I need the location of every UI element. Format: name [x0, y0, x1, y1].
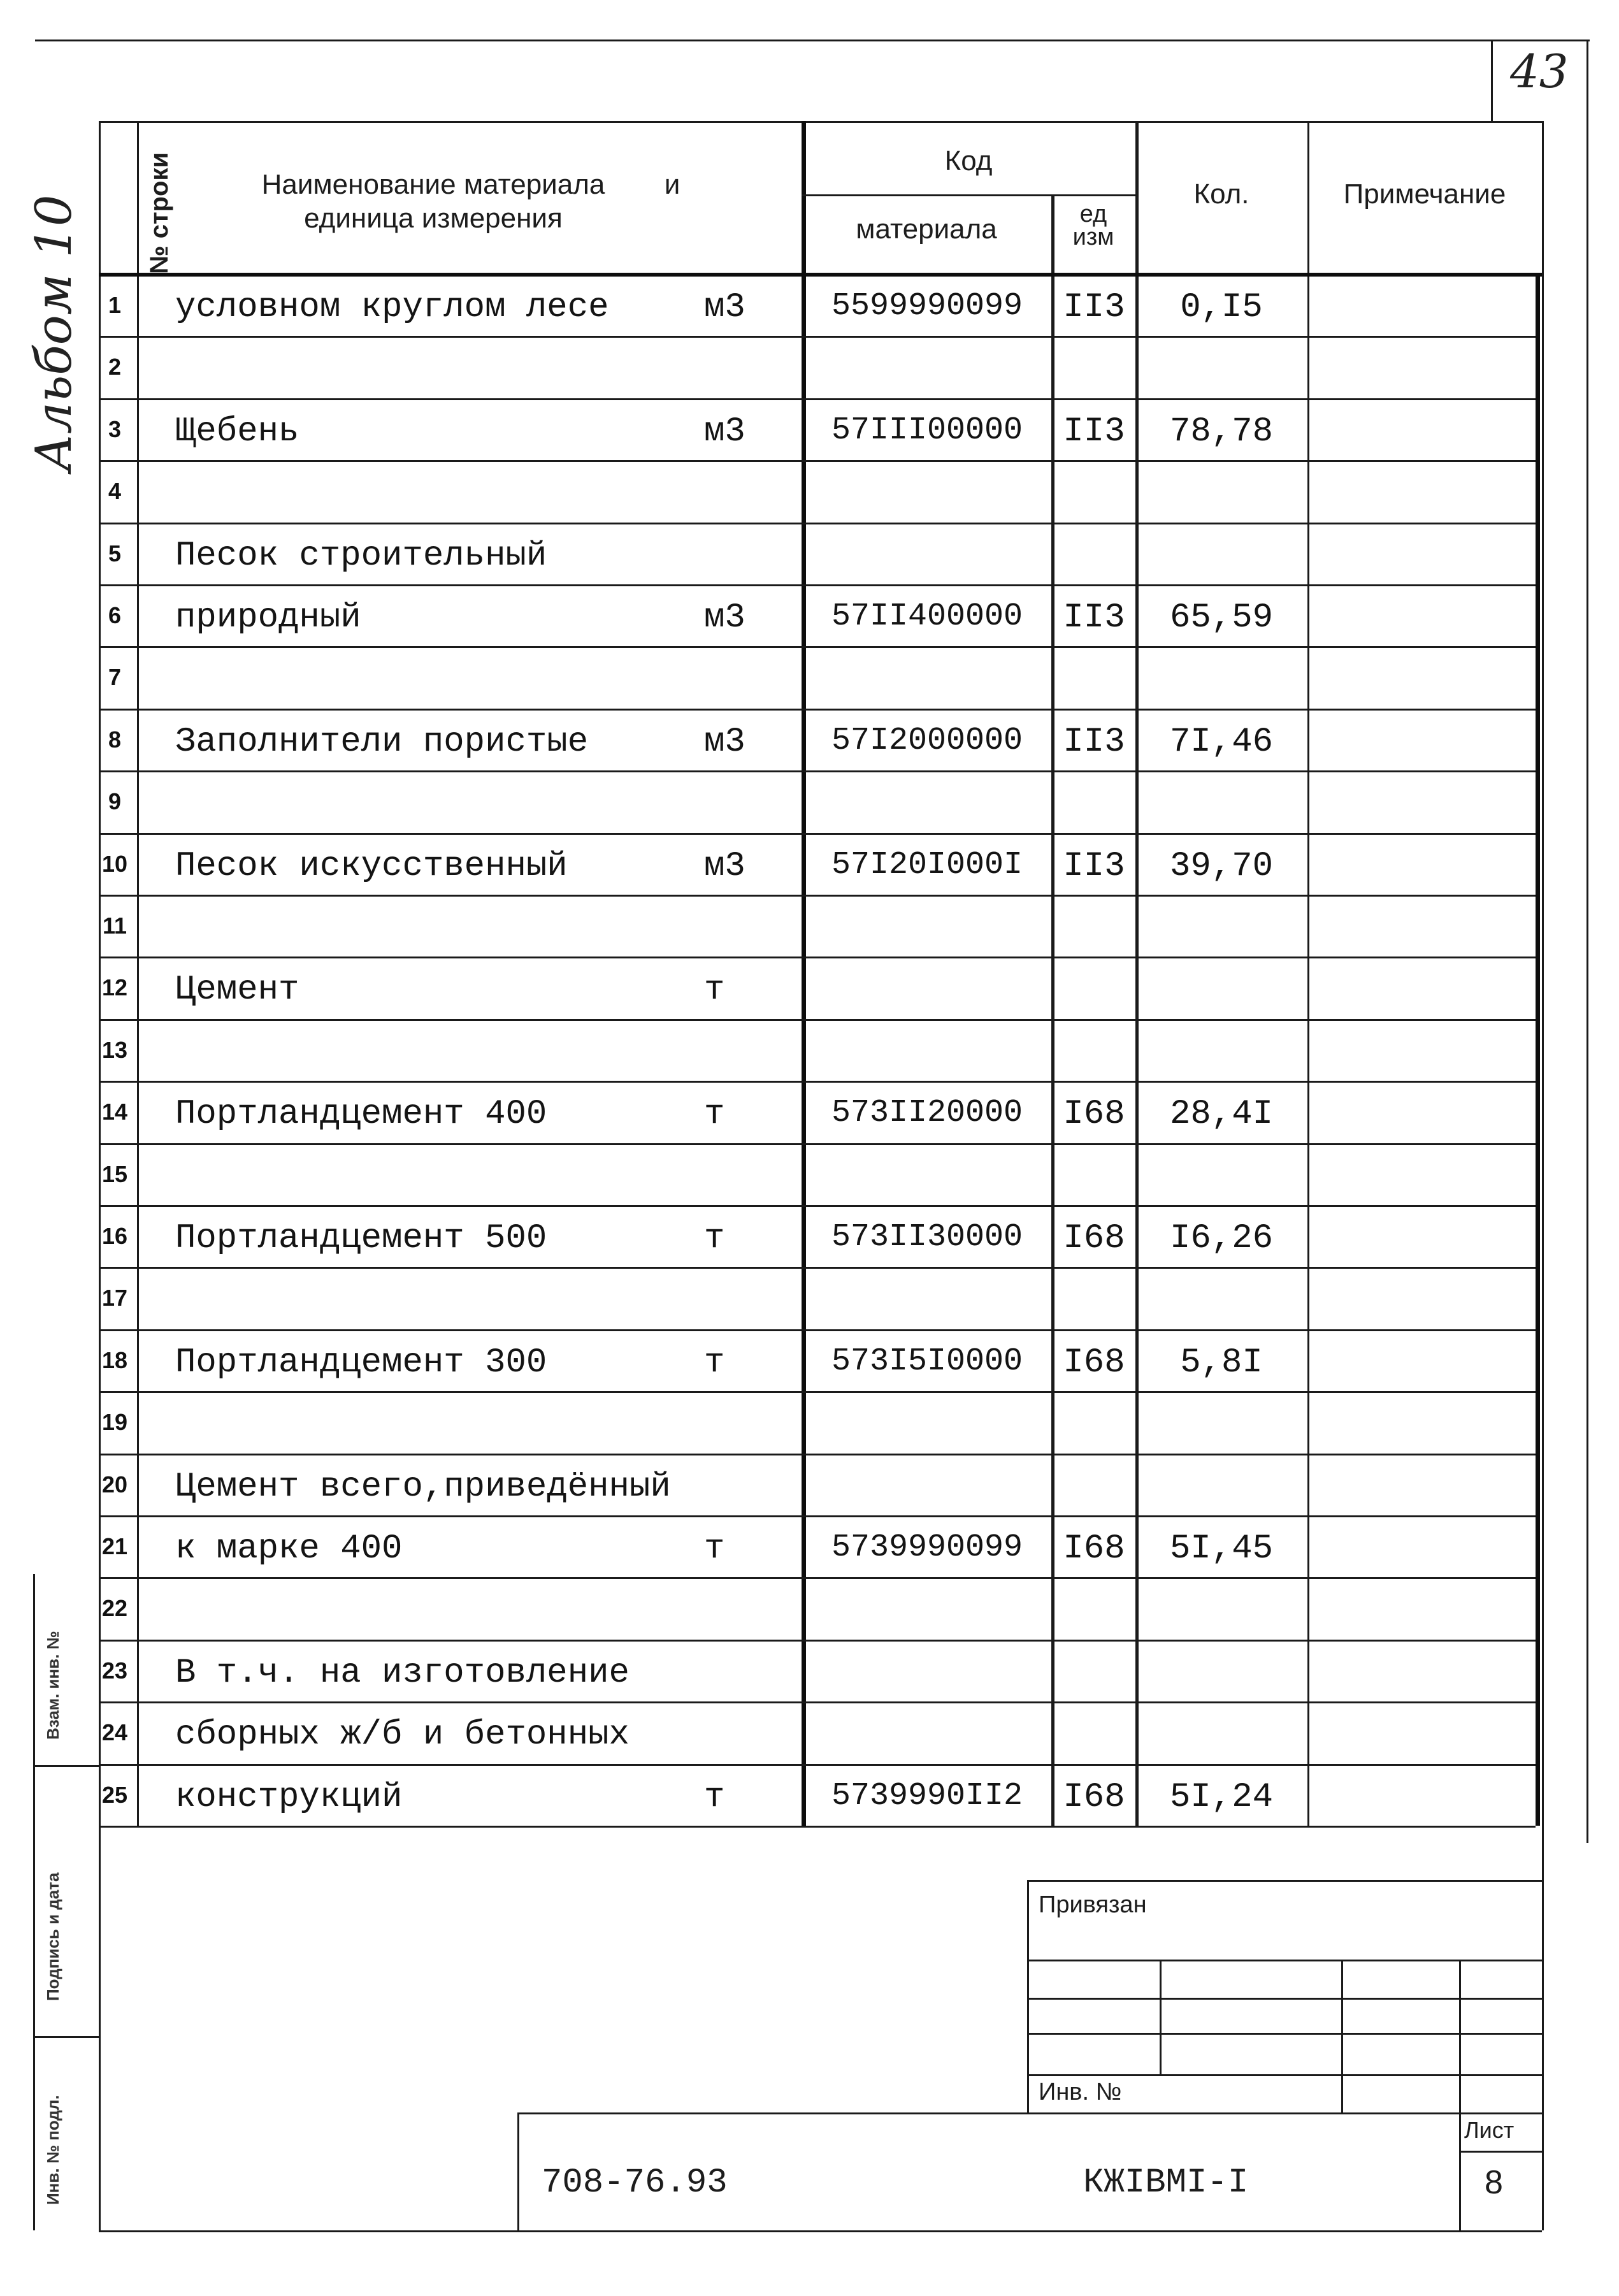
table-top — [99, 121, 1542, 123]
material-code: 57II400000 — [831, 598, 1023, 635]
col-sep-code — [802, 121, 806, 1826]
quantity: 7I,46 — [1169, 722, 1274, 762]
quantity: 0,I5 — [1180, 288, 1263, 327]
material-name: сборных ж/б и бетонных — [175, 1715, 630, 1755]
unit: т — [704, 971, 725, 1010]
row-line — [99, 523, 1536, 524]
col-sep-rownum — [137, 121, 139, 1826]
row-number: 12 — [101, 974, 128, 1001]
unit: т — [704, 1095, 725, 1134]
material-code: 57I2000000 — [831, 722, 1023, 759]
side-inv-replace: Взам. инв. № — [43, 1631, 62, 1740]
doc-code: КЖIВМI-I — [1083, 2163, 1249, 2202]
unit-code: II3 — [1063, 412, 1125, 451]
row-line — [99, 1329, 1536, 1331]
quantity: 5,8I — [1180, 1343, 1263, 1382]
row-line — [99, 1515, 1536, 1517]
row-number: 14 — [101, 1099, 128, 1125]
row-number: 6 — [108, 602, 122, 628]
unit: м3 — [704, 412, 745, 451]
code-header: Код — [944, 145, 993, 177]
quantity: 65,59 — [1169, 598, 1274, 637]
material-name: к марке 400 — [175, 1529, 403, 1568]
row-line — [99, 398, 1536, 400]
material-name: Щебень — [175, 412, 299, 451]
row-line — [99, 1701, 1536, 1703]
quantity: 5I,45 — [1169, 1529, 1274, 1568]
qty-header: Кол. — [1193, 178, 1249, 210]
col-sep-end — [1536, 274, 1540, 1826]
row-number: 24 — [101, 1719, 128, 1746]
stamp-line-2 — [1027, 1998, 1542, 2000]
code-unit-header-1: ед — [1079, 201, 1107, 227]
stamp-col-1 — [1160, 1960, 1162, 2074]
quantity: 5I,24 — [1169, 1777, 1274, 1817]
material-name: природный — [175, 598, 361, 637]
name-header-and: и — [664, 169, 680, 200]
code-unit-header — [1051, 203, 1135, 249]
row-line — [99, 1267, 1536, 1269]
unit: м3 — [704, 288, 745, 327]
material-code: 573II20000 — [831, 1095, 1023, 1132]
unit-code: I68 — [1063, 1095, 1125, 1134]
doc-number: 708-76.93 — [542, 2163, 728, 2202]
stamp-line-4 — [1027, 2074, 1542, 2076]
stamp-top — [1027, 1880, 1542, 1882]
unit-code: II3 — [1063, 846, 1125, 886]
row-number: 4 — [108, 478, 122, 505]
name-header-2: единица измерения — [304, 203, 563, 234]
sheet-box-right — [1587, 40, 1588, 122]
row-line — [99, 833, 1536, 835]
row-number: 23 — [101, 1657, 128, 1684]
row-line — [99, 1391, 1536, 1393]
material-code: 57III00000 — [831, 412, 1023, 449]
stamp-line-1 — [1027, 1960, 1542, 1961]
side-strip-sep-1 — [33, 1765, 99, 1767]
unit: т — [704, 1777, 725, 1817]
quantity: 78,78 — [1169, 412, 1274, 451]
unit-code: II3 — [1063, 598, 1125, 637]
title-block-top — [517, 2112, 1542, 2114]
row-number: 1 — [108, 292, 122, 318]
row-number: 20 — [101, 1471, 128, 1498]
name-header-1: Наименование материала — [261, 169, 605, 200]
row-number: 19 — [101, 1409, 128, 1436]
album-label: Альбом 10 — [25, 194, 83, 472]
row-line — [99, 1019, 1536, 1021]
material-name: конструкций — [175, 1777, 403, 1817]
row-number-header: № строки — [145, 152, 173, 274]
row-number: 25 — [101, 1781, 128, 1808]
row-number: 15 — [101, 1160, 128, 1187]
unit: м3 — [704, 722, 745, 762]
stamp-col-3 — [1459, 1960, 1461, 2230]
material-name: В т.ч. на изготовление — [175, 1653, 630, 1693]
row-line — [99, 1577, 1536, 1579]
sheet-box-left — [1491, 40, 1493, 122]
row-number: 3 — [108, 415, 122, 442]
row-number: 11 — [102, 913, 127, 939]
side-sign-date: Подпись и дата — [43, 1872, 62, 2001]
row-number: 5 — [108, 540, 122, 567]
quantity: I6,26 — [1169, 1219, 1274, 1258]
table-right-outer — [1587, 122, 1588, 1843]
material-code: 573II30000 — [831, 1219, 1023, 1255]
material-name: Цемент всего,приведённый — [175, 1467, 671, 1506]
col-sep-qty — [1135, 121, 1139, 1826]
row-line — [99, 1143, 1536, 1145]
col-sep-note — [1307, 121, 1309, 1826]
table-bottom — [99, 2230, 1542, 2232]
row-number: 13 — [101, 1036, 128, 1063]
side-strip-sep-2 — [33, 2036, 99, 2038]
title-block-left — [517, 2112, 519, 2230]
note-header: Примечание — [1343, 178, 1506, 210]
side-strip-left — [33, 1574, 35, 2230]
unit: т — [704, 1219, 725, 1258]
row-line — [99, 770, 1536, 772]
unit: м3 — [704, 846, 745, 886]
unit-code: I68 — [1063, 1777, 1125, 1817]
unit-code: I68 — [1063, 1219, 1125, 1258]
unit-code: II3 — [1063, 722, 1125, 762]
code-subheader-line — [802, 194, 1135, 196]
row-line — [99, 1454, 1536, 1455]
row-line — [99, 1764, 1536, 1766]
row-line — [99, 1640, 1536, 1642]
sheet-value: 8 — [1485, 2164, 1503, 2201]
unit-code: I68 — [1063, 1529, 1125, 1568]
sheet-cell-sep — [1459, 2151, 1542, 2153]
row-number: 17 — [101, 1285, 128, 1311]
row-number: 16 — [101, 1223, 128, 1249]
sheet-number: 43 — [1510, 45, 1569, 98]
unit-code: I68 — [1063, 1343, 1125, 1382]
side-inv-orig: Инв. № подл. — [43, 2095, 62, 2205]
header-bottom — [99, 273, 1542, 277]
row-line — [99, 1826, 1536, 1828]
material-code: 5739990099 — [831, 1529, 1023, 1566]
row-line — [99, 646, 1536, 648]
stamp-line-3 — [1027, 2033, 1542, 2035]
quantity: 39,70 — [1169, 846, 1274, 886]
row-number: 7 — [108, 664, 122, 691]
material-name: Заполнители пористые — [175, 722, 589, 762]
unit: т — [704, 1529, 725, 1568]
material-name: Портландцемент 500 — [175, 1219, 547, 1258]
material-name: Портландцемент 300 — [175, 1343, 547, 1382]
top-border — [35, 40, 1590, 41]
code-material-header: материала — [856, 213, 997, 245]
table-right — [1542, 121, 1544, 2230]
row-line — [99, 584, 1536, 586]
row-number: 18 — [101, 1347, 128, 1373]
row-line — [99, 709, 1536, 711]
material-code: 57I20I000I — [831, 846, 1023, 883]
row-line — [99, 1205, 1536, 1207]
sheet-label: Лист — [1464, 2117, 1515, 2143]
material-name: Портландцемент 400 — [175, 1095, 547, 1134]
row-line — [99, 957, 1536, 958]
row-number: 2 — [108, 354, 122, 380]
material-name: Песок строительный — [175, 536, 547, 575]
stamp-left — [1027, 1880, 1029, 2112]
row-number: 8 — [108, 726, 122, 753]
material-name: Песок искусственный — [175, 846, 568, 886]
unit: м3 — [704, 598, 745, 637]
row-line — [99, 895, 1536, 897]
material-name: Цемент — [175, 971, 299, 1010]
row-line — [99, 460, 1536, 462]
code-unit-header-2: изм — [1072, 224, 1114, 251]
stamp-inv-label: Инв. № — [1039, 2079, 1122, 2105]
row-line — [99, 336, 1536, 338]
stamp-bound-label: Привязан — [1039, 1891, 1147, 1918]
row-number: 10 — [101, 850, 128, 877]
row-number: 21 — [101, 1533, 128, 1559]
material-code: 573I5I0000 — [831, 1343, 1023, 1380]
row-line — [99, 1081, 1536, 1083]
quantity: 28,4I — [1169, 1095, 1274, 1134]
row-number: 9 — [108, 788, 122, 815]
material-code: 5599990099 — [831, 288, 1023, 324]
unit-code: II3 — [1063, 288, 1125, 327]
material-name: условном круглом лесе — [175, 288, 609, 327]
material-code: 5739990II2 — [831, 1777, 1023, 1814]
stamp-col-2 — [1341, 1960, 1343, 2112]
row-number: 22 — [101, 1595, 128, 1622]
unit: т — [704, 1343, 725, 1382]
